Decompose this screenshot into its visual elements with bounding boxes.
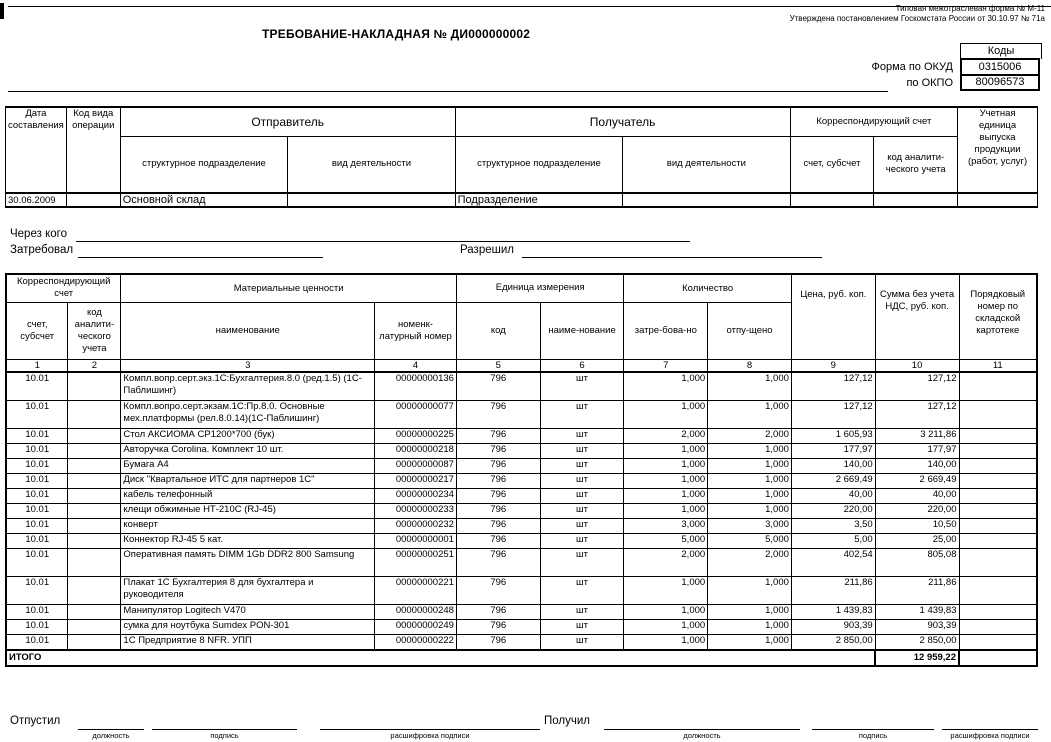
row-nomenclature: 00000000234: [375, 488, 457, 503]
released-position-line[interactable]: [78, 729, 144, 730]
row-card: [959, 503, 1037, 518]
okud-value: 0315006: [960, 58, 1040, 76]
sender-activity-value: [288, 193, 455, 207]
row-name: Компл.вопро.серт.экзам.1С:Пр.8.0. Основные мех.платформы (рел.8.0.14)(1С-Паблишинг): [121, 400, 375, 428]
released-decoding-line[interactable]: [320, 729, 540, 730]
col-number: 10: [875, 359, 959, 372]
row-analytic: [68, 576, 121, 604]
okpo-label: по ОКПО: [906, 77, 953, 89]
released-signature-line[interactable]: [152, 729, 297, 730]
row-sum: 220,00: [875, 503, 959, 518]
row-code: 796: [456, 488, 540, 503]
row-nomenclature: 00000000232: [375, 518, 457, 533]
row-name: Стол АКСИОМА СР1200*700 (бук): [121, 428, 375, 443]
row-name: Коннектор RJ-45 5 кат.: [121, 533, 375, 548]
table-row: [6, 518, 1037, 533]
unit-value: [958, 193, 1038, 207]
row-card: [959, 458, 1037, 473]
row-card: [959, 634, 1037, 650]
row-issued: 1,000: [708, 576, 792, 604]
row-requested: 2,000: [624, 548, 708, 576]
row-issued: 1,000: [708, 400, 792, 428]
col-number: 7: [624, 359, 708, 372]
permitted-label: Разрешил: [460, 244, 514, 256]
row-account: 10.01: [6, 488, 68, 503]
row-name: Диск "Квартальное ИТС для партнеров 1С": [121, 473, 375, 488]
account-value: [790, 193, 874, 207]
quantity-header: Количество: [624, 274, 791, 302]
row-unit: шт: [540, 619, 624, 634]
row-issued: 2,000: [708, 428, 792, 443]
analytic-value: [874, 193, 958, 207]
table-row: [6, 503, 1037, 518]
col-number: 11: [959, 359, 1037, 372]
row-account: 10.01: [6, 548, 68, 576]
row-requested: 1,000: [624, 443, 708, 458]
row-issued: 3,000: [708, 518, 792, 533]
receiver-value: Подразделение: [455, 193, 623, 207]
row-requested: 1,000: [624, 473, 708, 488]
table-row: [6, 548, 1037, 576]
row-analytic: [68, 428, 121, 443]
row-card: [959, 533, 1037, 548]
row-code: 796: [456, 458, 540, 473]
account-sub-header: счет, субсчет: [790, 136, 874, 193]
row-analytic: [68, 634, 121, 650]
row-sum: 2 850,00: [875, 634, 959, 650]
row-card: [959, 428, 1037, 443]
row-requested: 1,000: [624, 458, 708, 473]
row-code: 796: [456, 400, 540, 428]
row-sum: 177,97: [875, 443, 959, 458]
price-header: Цена, руб. коп.: [791, 274, 875, 359]
sender-header: Отправитель: [120, 107, 455, 136]
row-card: [959, 604, 1037, 619]
row-code: 796: [456, 548, 540, 576]
col-number: 3: [121, 359, 375, 372]
row-requested: 1,000: [624, 400, 708, 428]
analytic-code-header: код аналити-ческого учета: [874, 136, 958, 193]
top-rule: [8, 6, 1051, 7]
row-nomenclature: 00000000077: [375, 400, 457, 428]
via-label: Через кого: [10, 228, 67, 240]
row-code: 796: [456, 503, 540, 518]
unit-name-header: наиме-нование: [540, 302, 624, 359]
row-price: 1 605,93: [791, 428, 875, 443]
row-name: конверт: [121, 518, 375, 533]
row-name: сумка для ноутбука Sumdex PON-301: [121, 619, 375, 634]
col-number: 5: [456, 359, 540, 372]
row-analytic: [68, 458, 121, 473]
row-unit: шт: [540, 400, 624, 428]
row-name: Манипулятор Logitech V470: [121, 604, 375, 619]
sender-struct-unit: структурное подразделение: [120, 136, 288, 193]
row-account: 10.01: [6, 443, 68, 458]
row-requested: 5,000: [624, 533, 708, 548]
row-unit: шт: [540, 533, 624, 548]
col-number: 6: [540, 359, 624, 372]
table-row: [6, 619, 1037, 634]
corr-account-header: Корреспондирующий счет: [790, 107, 958, 136]
row-unit: шт: [540, 503, 624, 518]
materials-header: Материальные ценности: [121, 274, 457, 302]
row-analytic: [68, 503, 121, 518]
row-account: 10.01: [6, 400, 68, 428]
row-nomenclature: 00000000001: [375, 533, 457, 548]
row-sum: 3 211,86: [875, 428, 959, 443]
row-requested: 1,000: [624, 372, 708, 401]
row-nomenclature: 00000000221: [375, 576, 457, 604]
received-position-line[interactable]: [604, 729, 800, 730]
row-account: 10.01: [6, 619, 68, 634]
row-account: 10.01: [6, 518, 68, 533]
row-issued: 1,000: [708, 488, 792, 503]
row-name: Оперативная память DIMM 1Gb DDR2 800 Samsung: [121, 548, 375, 576]
row-sum: 2 669,49: [875, 473, 959, 488]
total-sum: 12 959,22: [875, 650, 959, 666]
items-body: [6, 372, 1037, 650]
row-requested: 1,000: [624, 488, 708, 503]
row-unit: шт: [540, 518, 624, 533]
table-row: [6, 604, 1037, 619]
row-issued: 1,000: [708, 619, 792, 634]
row-price: 3,50: [791, 518, 875, 533]
row-issued: 2,000: [708, 548, 792, 576]
row-sum: 127,12: [875, 372, 959, 401]
row-nomenclature: 00000000217: [375, 473, 457, 488]
row-name: Бумага А4: [121, 458, 375, 473]
row-code: 796: [456, 372, 540, 401]
typical-form-note: Типовая межотраслевая форма № М-11: [895, 4, 1045, 13]
op-code-col-header: Код вида операции: [66, 107, 120, 193]
row-issued: 1,000: [708, 473, 792, 488]
row-account: 10.01: [6, 473, 68, 488]
received-signature-caption: подпись: [858, 731, 888, 740]
header-separator: [8, 91, 888, 92]
row-nomenclature: 00000000136: [375, 372, 457, 401]
col-number: 4: [375, 359, 457, 372]
row-price: 5,00: [791, 533, 875, 548]
row-analytic: [68, 400, 121, 428]
table-row: [6, 634, 1037, 650]
col-number: 1: [6, 359, 68, 372]
row-account: 10.01: [6, 428, 68, 443]
row-account: 10.01: [6, 503, 68, 518]
row-unit: шт: [540, 428, 624, 443]
row-code: 796: [456, 518, 540, 533]
row-code: 796: [456, 576, 540, 604]
row-requested: 1,000: [624, 576, 708, 604]
unit-measure-header: Единица измерения: [456, 274, 623, 302]
row-code: 796: [456, 428, 540, 443]
row-nomenclature: 00000000222: [375, 634, 457, 650]
table-row: [6, 428, 1037, 443]
table-row: [6, 576, 1037, 604]
items-analytic-header: код аналити-ческого учета: [68, 302, 121, 359]
row-sum: 1 439,83: [875, 604, 959, 619]
row-card: [959, 473, 1037, 488]
receiver-activity: вид деятельности: [623, 136, 790, 193]
col-number: 2: [68, 359, 121, 372]
table-row: [6, 372, 1037, 401]
row-nomenclature: 00000000225: [375, 428, 457, 443]
row-card: [959, 576, 1037, 604]
row-code: 796: [456, 634, 540, 650]
row-nomenclature: 00000000087: [375, 458, 457, 473]
requested-line[interactable]: [78, 245, 323, 258]
total-label: ИТОГО: [6, 650, 875, 666]
unit-col-header: Учетная единица выпуска продукции (работ, услуг): [958, 107, 1038, 193]
sum-header: Сумма без учета НДС, руб. коп.: [875, 274, 959, 359]
sender-activity: вид деятельности: [288, 136, 455, 193]
row-analytic: [68, 372, 121, 401]
row-sum: 25,00: [875, 533, 959, 548]
row-issued: 1,000: [708, 458, 792, 473]
items-corr-account-header: Корреспондирующий счет: [6, 274, 121, 302]
released-decoding-caption: расшифровка подписи: [390, 731, 470, 740]
row-unit: шт: [540, 458, 624, 473]
row-requested: 3,000: [624, 518, 708, 533]
row-issued: 1,000: [708, 503, 792, 518]
row-name: Плакат 1С Бухгалтерия 8 для бухгалтера и руководителя: [121, 576, 375, 604]
row-sum: 140,00: [875, 458, 959, 473]
receiver-header: Получатель: [455, 107, 790, 136]
row-card: [959, 488, 1037, 503]
row-price: 2 850,00: [791, 634, 875, 650]
row-requested: 1,000: [624, 634, 708, 650]
row-price: 40,00: [791, 488, 875, 503]
row-price: 140,00: [791, 458, 875, 473]
received-signature-line[interactable]: [812, 729, 934, 730]
row-unit: шт: [540, 548, 624, 576]
table-row: [6, 533, 1037, 548]
receiver-activity-value: [623, 193, 790, 207]
row-sum: 805,08: [875, 548, 959, 576]
row-card: [959, 619, 1037, 634]
row-issued: 1,000: [708, 634, 792, 650]
date-col-header: Дата составления: [6, 107, 67, 193]
row-name: клещи обжимные НТ-210С (RJ-45): [121, 503, 375, 518]
row-price: 211,86: [791, 576, 875, 604]
items-table: [5, 273, 1038, 667]
table-row: [6, 400, 1037, 428]
received-decoding-line[interactable]: [942, 729, 1038, 730]
row-price: 402,54: [791, 548, 875, 576]
requested-header: затре-бова-но: [624, 302, 708, 359]
row-account: 10.01: [6, 458, 68, 473]
document-title: ТРЕБОВАНИЕ-НАКЛАДНАЯ № ДИ000000002: [262, 27, 531, 41]
row-account: 10.01: [6, 634, 68, 650]
row-sum: 903,39: [875, 619, 959, 634]
receiver-struct-unit: структурное подразделение: [455, 136, 623, 193]
released-label: Отпустил: [10, 715, 61, 727]
row-code: 796: [456, 619, 540, 634]
name-header: наименование: [121, 302, 375, 359]
row-price: 903,39: [791, 619, 875, 634]
row-requested: 1,000: [624, 604, 708, 619]
row-requested: 2,000: [624, 428, 708, 443]
row-analytic: [68, 604, 121, 619]
row-unit: шт: [540, 488, 624, 503]
row-unit: шт: [540, 372, 624, 401]
row-code: 796: [456, 533, 540, 548]
row-sum: 40,00: [875, 488, 959, 503]
row-analytic: [68, 619, 121, 634]
table-row: [6, 473, 1037, 488]
total-card: [959, 650, 1037, 666]
row-unit: шт: [540, 604, 624, 619]
row-issued: 1,000: [708, 372, 792, 401]
row-card: [959, 518, 1037, 533]
requested-label: Затребовал: [10, 244, 74, 256]
row-code: 796: [456, 473, 540, 488]
row-account: 10.01: [6, 576, 68, 604]
op-code-value: [66, 193, 120, 207]
row-card: [959, 548, 1037, 576]
card-no-header: Порядковый номер по складской картотеке: [959, 274, 1037, 359]
nomenclature-header: номенк-латурный номер: [375, 302, 457, 359]
row-account: 10.01: [6, 372, 68, 401]
issued-header: отпу-щено: [708, 302, 792, 359]
document-head-table: [5, 106, 1038, 208]
row-unit: шт: [540, 443, 624, 458]
row-name: 1С Предприятие 8 NFR. УПП: [121, 634, 375, 650]
row-analytic: [68, 548, 121, 576]
row-sum: 127,12: [875, 400, 959, 428]
row-analytic: [68, 473, 121, 488]
row-price: 1 439,83: [791, 604, 875, 619]
row-account: 10.01: [6, 604, 68, 619]
permitted-line[interactable]: [522, 245, 822, 258]
approval-note: Утверждена постановлением Госкомстата России от 30.10.97 № 71а: [789, 14, 1045, 23]
row-analytic: [68, 533, 121, 548]
row-nomenclature: 00000000233: [375, 503, 457, 518]
col-number: 9: [791, 359, 875, 372]
row-nomenclature: 00000000248: [375, 604, 457, 619]
received-label: Получил: [544, 715, 590, 727]
table-row: [6, 488, 1037, 503]
row-price: 2 669,49: [791, 473, 875, 488]
okpo-value: 80096573: [960, 74, 1040, 91]
row-unit: шт: [540, 576, 624, 604]
via-line[interactable]: [76, 229, 690, 242]
row-code: 796: [456, 604, 540, 619]
row-nomenclature: 00000000218: [375, 443, 457, 458]
row-analytic: [68, 518, 121, 533]
row-sum: 10,50: [875, 518, 959, 533]
row-issued: 1,000: [708, 604, 792, 619]
row-price: 127,12: [791, 400, 875, 428]
row-price: 127,12: [791, 372, 875, 401]
table-row: [6, 443, 1037, 458]
row-unit: шт: [540, 634, 624, 650]
row-issued: 1,000: [708, 443, 792, 458]
row-analytic: [68, 443, 121, 458]
okud-label: Форма по ОКУД: [871, 61, 953, 73]
row-account: 10.01: [6, 533, 68, 548]
row-analytic: [68, 488, 121, 503]
received-decoding-caption: расшифровка подписи: [950, 731, 1030, 740]
row-card: [959, 400, 1037, 428]
items-account-sub-header: счет, субсчет: [6, 302, 68, 359]
sender-value: Основной склад: [120, 193, 288, 207]
row-name: Авторучка Corolina. Комплект 10 шт.: [121, 443, 375, 458]
row-code: 796: [456, 443, 540, 458]
row-price: 177,97: [791, 443, 875, 458]
codes-header: Коды: [960, 43, 1042, 59]
col-number: 8: [708, 359, 792, 372]
table-row: [6, 458, 1037, 473]
released-signature-caption: подпись: [210, 731, 239, 740]
row-name: Компл.вопр.серт.экз.1С:Бухгалтерия.8.0 (ред.1.5) (1С-Паблишинг): [121, 372, 375, 401]
row-sum: 211,86: [875, 576, 959, 604]
row-price: 220,00: [791, 503, 875, 518]
text-cursor: [0, 3, 4, 19]
row-card: [959, 443, 1037, 458]
code-header: код: [456, 302, 540, 359]
received-position-caption: должность: [683, 731, 721, 740]
row-card: [959, 372, 1037, 401]
row-nomenclature: 00000000251: [375, 548, 457, 576]
released-position-caption: должность: [92, 731, 130, 740]
row-requested: 1,000: [624, 619, 708, 634]
date-value: 30.06.2009: [6, 193, 67, 207]
row-requested: 1,000: [624, 503, 708, 518]
row-issued: 5,000: [708, 533, 792, 548]
row-unit: шт: [540, 473, 624, 488]
row-nomenclature: 00000000249: [375, 619, 457, 634]
row-name: кабель телефонный: [121, 488, 375, 503]
